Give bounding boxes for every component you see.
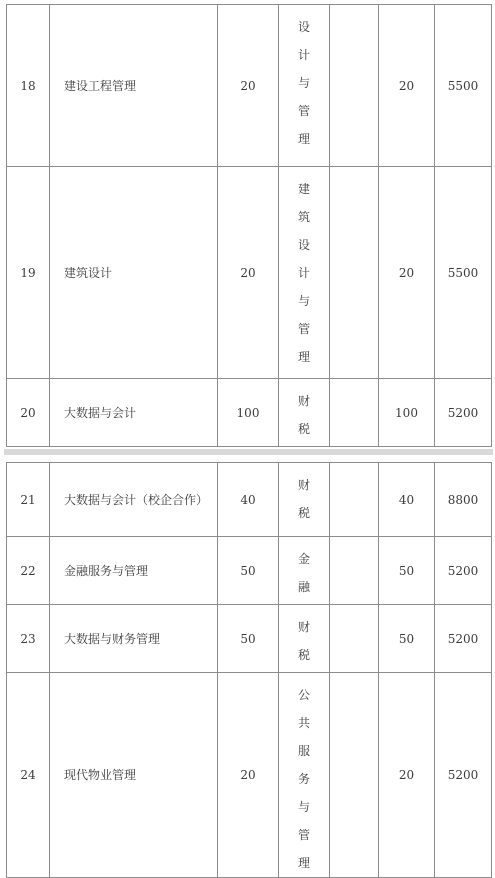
tuition-fee: 5200 [435,673,492,878]
category-cell [279,5,330,167]
plan-count-2: 50 [379,537,435,605]
category-cell [279,379,330,447]
plan-count-2: 40 [379,463,435,537]
major-name: 现代物业管理 [50,673,218,878]
row-number: 23 [7,605,50,673]
plan-count: 50 [218,537,279,605]
extra-cell [330,673,379,878]
row-number: 22 [7,537,50,605]
category-cell [279,605,330,673]
category-text: 财税 [297,478,310,520]
plan-count-2: 50 [379,605,435,673]
extra-cell [330,5,379,167]
extra-cell [330,463,379,537]
plan-count-2: 100 [379,379,435,447]
row-number: 24 [7,673,50,878]
plan-count: 20 [218,167,279,379]
row-number: 21 [7,463,50,537]
admissions-table-bottom [6,462,492,878]
table-row [7,5,492,167]
row-number: 19 [7,167,50,379]
plan-count: 50 [218,605,279,673]
admissions-table-top [6,4,492,447]
tuition-fee: 5200 [435,537,492,605]
row-number: 18 [7,5,50,167]
extra-cell [330,379,379,447]
tuition-fee: 5200 [435,379,492,447]
category-text: 设计与管理 [297,20,310,146]
tuition-fee: 5200 [435,605,492,673]
plan-count: 100 [218,379,279,447]
category-cell [279,463,330,537]
row-number: 20 [7,379,50,447]
major-name: 金融服务与管理 [50,537,218,605]
category-text: 金融 [297,552,310,594]
plan-count: 40 [218,463,279,537]
major-name: 建筑设计 [50,167,218,379]
extra-cell [330,167,379,379]
extra-cell [330,537,379,605]
major-name: 建设工程管理 [50,5,218,167]
major-name: 大数据与会计（校企合作） [50,463,218,537]
category-text: 财税 [297,620,310,662]
category-text: 建筑设计与管理 [297,182,310,364]
table-row [7,605,492,673]
category-text: 财税 [297,394,310,436]
page-break-divider [4,449,493,455]
category-text: 公共服务与管理 [297,688,310,870]
plan-count-2: 20 [379,5,435,167]
plan-count: 20 [218,673,279,878]
plan-count: 20 [218,5,279,167]
plan-count-2: 20 [379,167,435,379]
tuition-fee: 5500 [435,5,492,167]
plan-count-2: 20 [379,673,435,878]
table-row [7,167,492,379]
table-row [7,673,492,878]
table-row [7,463,492,537]
table-row [7,537,492,605]
extra-cell [330,605,379,673]
category-cell [279,673,330,878]
tuition-fee: 8800 [435,463,492,537]
category-cell [279,167,330,379]
table-row [7,379,492,447]
category-cell [279,537,330,605]
major-name: 大数据与会计 [50,379,218,447]
major-name: 大数据与财务管理 [50,605,218,673]
tuition-fee: 5500 [435,167,492,379]
